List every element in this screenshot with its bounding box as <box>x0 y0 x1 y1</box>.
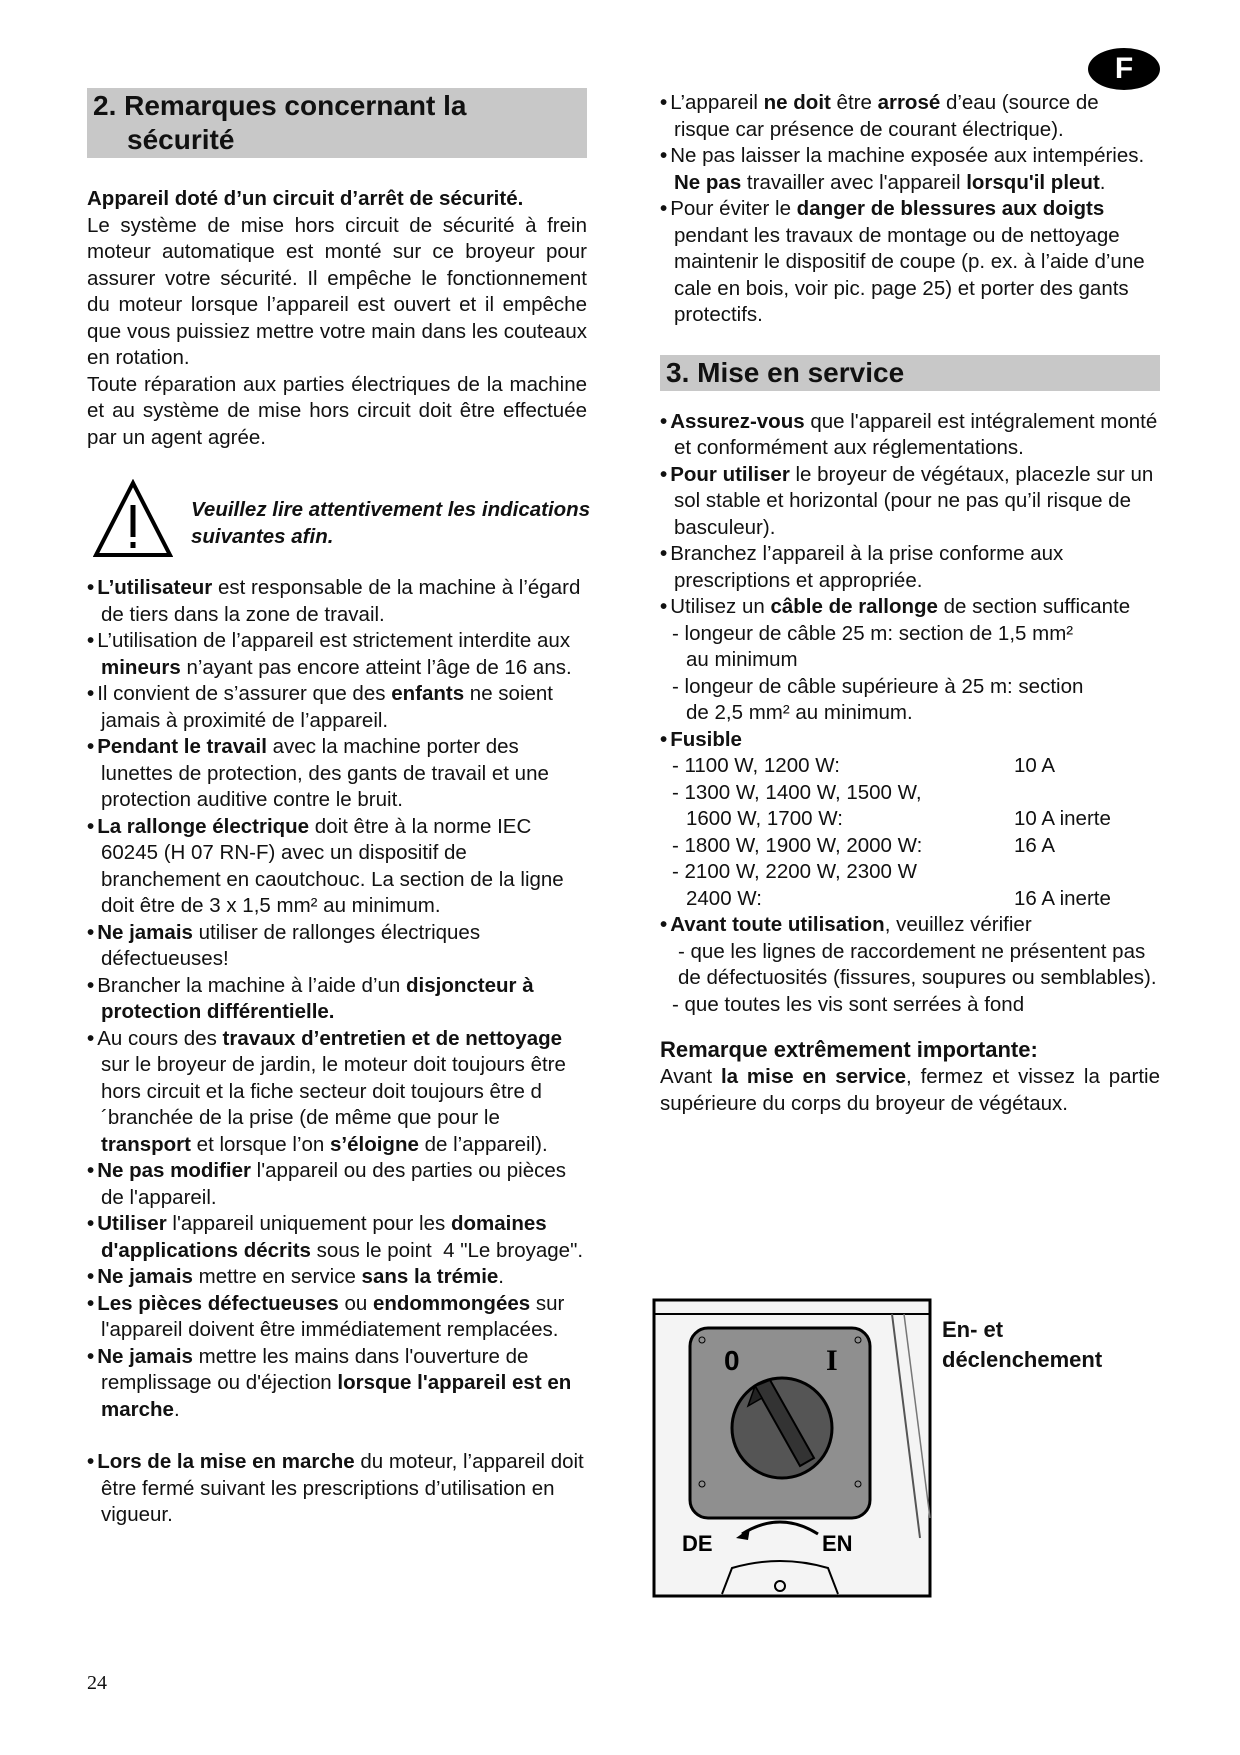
check-item-1: - que les lignes de raccordement ne présentent pas de défectuosités (fissures, soupures ou semblables). <box>678 939 1157 989</box>
switch-label-en: EN <box>822 1531 853 1556</box>
cable-rule-1: - longeur de câble 25 m: section de 1,5 mm² au minimum <box>672 621 1074 671</box>
list-item: • Brancher la machine à l’aide d’un disjoncteur à protection différentielle. <box>87 973 587 1026</box>
list-item: • Ne jamais utiliser de rallonges électriques défectueuses! <box>87 920 587 973</box>
language-badge: F <box>1088 48 1160 90</box>
intro-body-2: Toute réparation aux parties électriques de la machine et au système de mise hors circuit doit être effectuée par un agent agrée. <box>87 372 587 449</box>
list-item: • Branchez l’appareil à la prise conforme aux prescriptions et appropriée. <box>660 541 1160 594</box>
check-list <box>660 912 1160 939</box>
warning-triangle-icon <box>93 479 173 559</box>
check-item-2: - que toutes les vis sont serrées à fond <box>672 992 1025 1016</box>
fuse-heading: • Fusible <box>660 727 1160 754</box>
switch-label-off: 0 <box>724 1345 740 1376</box>
list-item: • Utiliser l'appareil uniquement pour les domaines d'applications décrits sous le point 4 "Le broyage". <box>87 1211 587 1264</box>
list-item: • Les pièces défectueuses ou endommongées sur l'appareil doivent être immédiatement remplacées. <box>87 1291 587 1344</box>
list-item: • Ne pas laisser la machine exposée aux intempéries. Ne pas travailler avec l'appareil lorsqu'il pleut. <box>660 143 1160 196</box>
switch-label-on: I <box>826 1344 838 1377</box>
list-item: • L’utilisateur est responsable de la machine à l’égard de tiers dans la zone de travail. <box>87 575 587 628</box>
table-row: 1600 W, 1700 W: 10 A inerte <box>686 807 1111 830</box>
list-item: • Pour éviter le danger de blessures aux doigts pendant les travaux de montage ou de nettoyage maintenir le dispositif de coupe (p. ex. à l’aide d’une cale en bois, voir pic. page 25) et porter des gants protectifs. <box>660 196 1160 329</box>
list-item: • Ne pas modifier l'appareil ou des parties ou pièces de l'appareil. <box>87 1158 587 1211</box>
switch-illustration <box>652 1298 932 1598</box>
commissioning-list <box>660 409 1160 621</box>
table-row: - 1800 W, 1900 W, 2000 W: 16 A <box>672 833 1056 857</box>
fuse-list <box>660 727 1160 754</box>
table-row: - 2100 W, 2200 W, 2300 W <box>672 860 917 883</box>
cable-rule-2: - longeur de câble supérieure à 25 m: section de 2,5 mm² au minimum. <box>672 674 1084 724</box>
list-item: • Ne jamais mettre les mains dans l'ouverture de remplissage ou d'éjection lorsque l'appareil est en marche. <box>87 1344 587 1424</box>
list-item: • Au cours des travaux d’entretien et de nettoyage sur le broyeur de jardin, le moteur doit toujours être hors circuit et la fiche secteur doit toujours être d´branchée de la prise (de même que pour le transport et lorsque l’on s’éloigne de l’appareil). <box>87 1026 587 1159</box>
section3-heading: 3. Mise en service <box>660 355 1160 391</box>
safety-list-continued <box>660 90 1160 329</box>
list-item: • Assurez-vous que l'appareil est intégralement monté et conformément aux réglementations. <box>660 409 1160 462</box>
section2-heading-line2: sécurité <box>127 124 235 155</box>
table-row: 2400 W: 16 A inerte <box>686 886 1111 910</box>
list-item: • L’utilisation de l’appareil est strictement interdite aux mineurs n’ayant pas encore atteint l’âge de 16 ans. <box>87 628 587 681</box>
table-row: - 1100 W, 1200 W: 10 A <box>672 754 1056 777</box>
section2-heading <box>87 88 587 158</box>
fuse-table <box>660 753 1160 912</box>
remark-title: Remarque extrêmement importante: <box>660 1037 1038 1062</box>
warning-box <box>87 479 591 569</box>
list-item: • Lors de la mise en marche du moteur, l’appareil doit être fermé suivant les prescriptions d’utilisation en vigueur. <box>87 1449 587 1529</box>
section2-heading-line1: 2. Remarques concernant la <box>93 90 467 121</box>
list-item: • Il convient de s’assurer que des enfants ne soient jamais à proximité de l’appareil. <box>87 681 587 734</box>
figure-caption: En- et déclenchement <box>942 1317 1103 1372</box>
list-item: • L’appareil ne doit être arrosé d’eau (source de risque car présence de courant électrique). <box>660 90 1160 143</box>
switch-figure <box>652 1298 932 1598</box>
list-item: • Utilisez un câble de rallonge de section sufficante <box>660 594 1160 621</box>
list-item: • Pendant le travail avec la machine porter des lunettes de protection, des gants de travail et une protection auditive contre le bruit. <box>87 734 587 814</box>
list-item: • Pour utiliser le broyeur de végétaux, placezle sur un sol stable et horizontal (pour ne pas qu’il risque de basculeur). <box>660 462 1160 542</box>
list-item: • Avant toute utilisation, veuillez vérifier <box>660 912 1160 939</box>
page-number: 24 <box>87 1672 107 1694</box>
warning-text: Veuillez lire attentivement les indications suivantes afin. <box>191 498 591 548</box>
list-item: • Ne jamais mettre en service sans la trémie. <box>87 1264 587 1291</box>
table-row: - 1300 W, 1400 W, 1500 W, <box>672 780 922 804</box>
left-column <box>87 88 591 1529</box>
safety-list <box>87 575 587 1529</box>
intro-lead: Appareil doté d’un circuit d’arrêt de sécurité. <box>87 187 524 210</box>
switch-label-de: DE <box>682 1531 713 1556</box>
intro-body: Le système de mise hors circuit de sécurité à frein moteur automatique est monté sur ce broyeur pour assurer votre sécurité. Il empêche le fonctionnement du moteur lorsque l’appareil est ouvert et il empêche que vous puissiez mettre votre main dans les couteaux en rotation. <box>87 213 587 369</box>
right-column <box>660 90 1160 1117</box>
list-item: • La rallonge électrique doit être à la norme IEC 60245 (H 07 RN-F) avec un dispositif de branchement en caoutchouc. La section de la ligne doit être de 3 x 1,5 mm² au minimum. <box>87 814 587 920</box>
remark-body: Avant la mise en service, fermez et vissez la partie supérieure du corps du broyeur de végétaux. <box>660 1065 1161 1115</box>
